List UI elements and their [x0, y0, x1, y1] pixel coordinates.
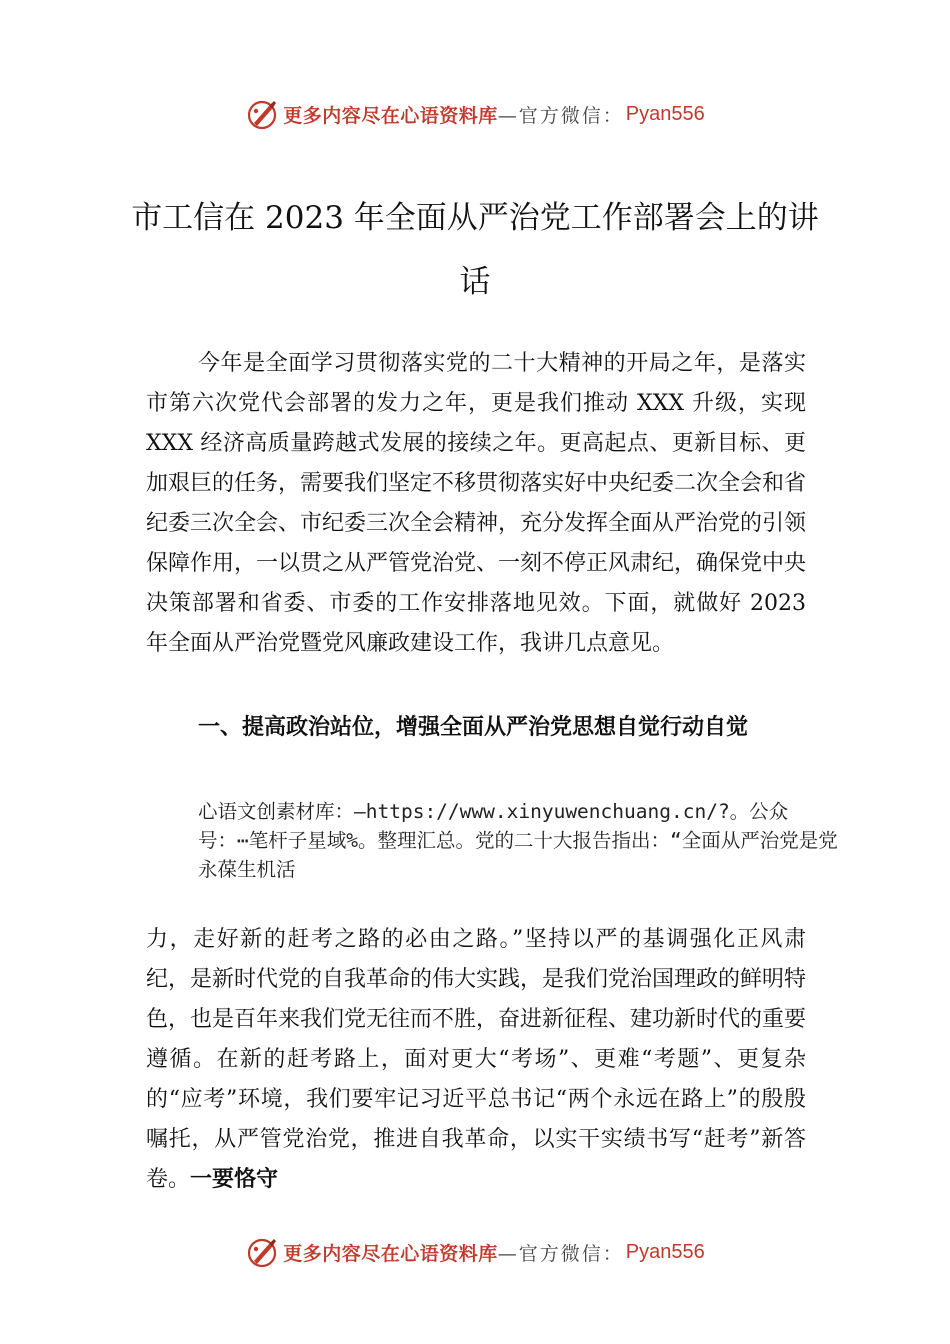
banner-separator-text: —官方微信： — [497, 1242, 624, 1265]
footer-watermark-banner — [0, 1232, 950, 1272]
paragraph-continuation-text: 力，走好新的赶考之路的必由之路。”坚持以严的基调强化正风肃纪，是新时代党的自我革命的伟大实践，是我们党治国理政的鲜明特色，也是百年来我们党无往而不胜，奋进新征程、建功新时代的重要遵循。在新的赶考路上，面对更大“考场”、更难“考题”、更复杂的“应考”环境，我们要牢记习近平总书记“两个永远在路上”的殷殷嘱托，从严管党治党，推进自我革命，以实干实绩书写“赶考”新答卷。 — [146, 927, 807, 1192]
paragraph-continuation — [146, 920, 806, 1200]
pen-seal-icon — [245, 97, 279, 131]
paragraph-bold-tail: 一要恪守 — [190, 1167, 279, 1192]
document-title: 市工信在 2023 年全面从严治党工作部署会上的讲话 — [131, 200, 819, 300]
banner-brand-text: 更多内容尽在心语资料库 — [283, 104, 498, 127]
section-heading-1: 一、提高政治站位，增强全面从严治党思想自觉行动自觉 — [198, 715, 749, 740]
header-watermark-banner — [0, 94, 950, 134]
pen-seal-icon — [245, 1235, 279, 1269]
banner-wechat-id: Pyan556 — [625, 102, 705, 125]
banner-wechat-id: Pyan556 — [625, 1240, 705, 1263]
paragraph-intro: 今年是全面学习贯彻落实党的二十大精神的开局之年，是落实市第六次党代会部署的发力之年，更是我们推动 XXX 升级，实现 XXX 经济高质量跨越式发展的接续之年。更高起点、更新目标、更加艰巨的任务，需要我们坚定不移贯彻落实好中央纪委二次全会和省纪委三次全会、市纪委三次全会精神，充分发挥全面从严治党的引领保障作用，一以贯之从严管党治党、一刻不停正风肃纪，确保党中央决策部署和省委、市委的工作安排落地见效。下面，就做好 2023 年全面从严治党暨党风廉政建设工作，我讲几点意见。 — [146, 351, 807, 656]
banner-brand-text: 更多内容尽在心语资料库 — [283, 1242, 498, 1265]
banner-separator-text: —官方微信： — [497, 104, 624, 127]
inserted-source-note: 心语文创素材库：—https://www.xinyuwenchuang.cn/?。公众号：⋯笔杆子星域%。整理汇总。党的二十大报告指出：“全面从严治党是党永葆生机活 — [198, 800, 838, 881]
